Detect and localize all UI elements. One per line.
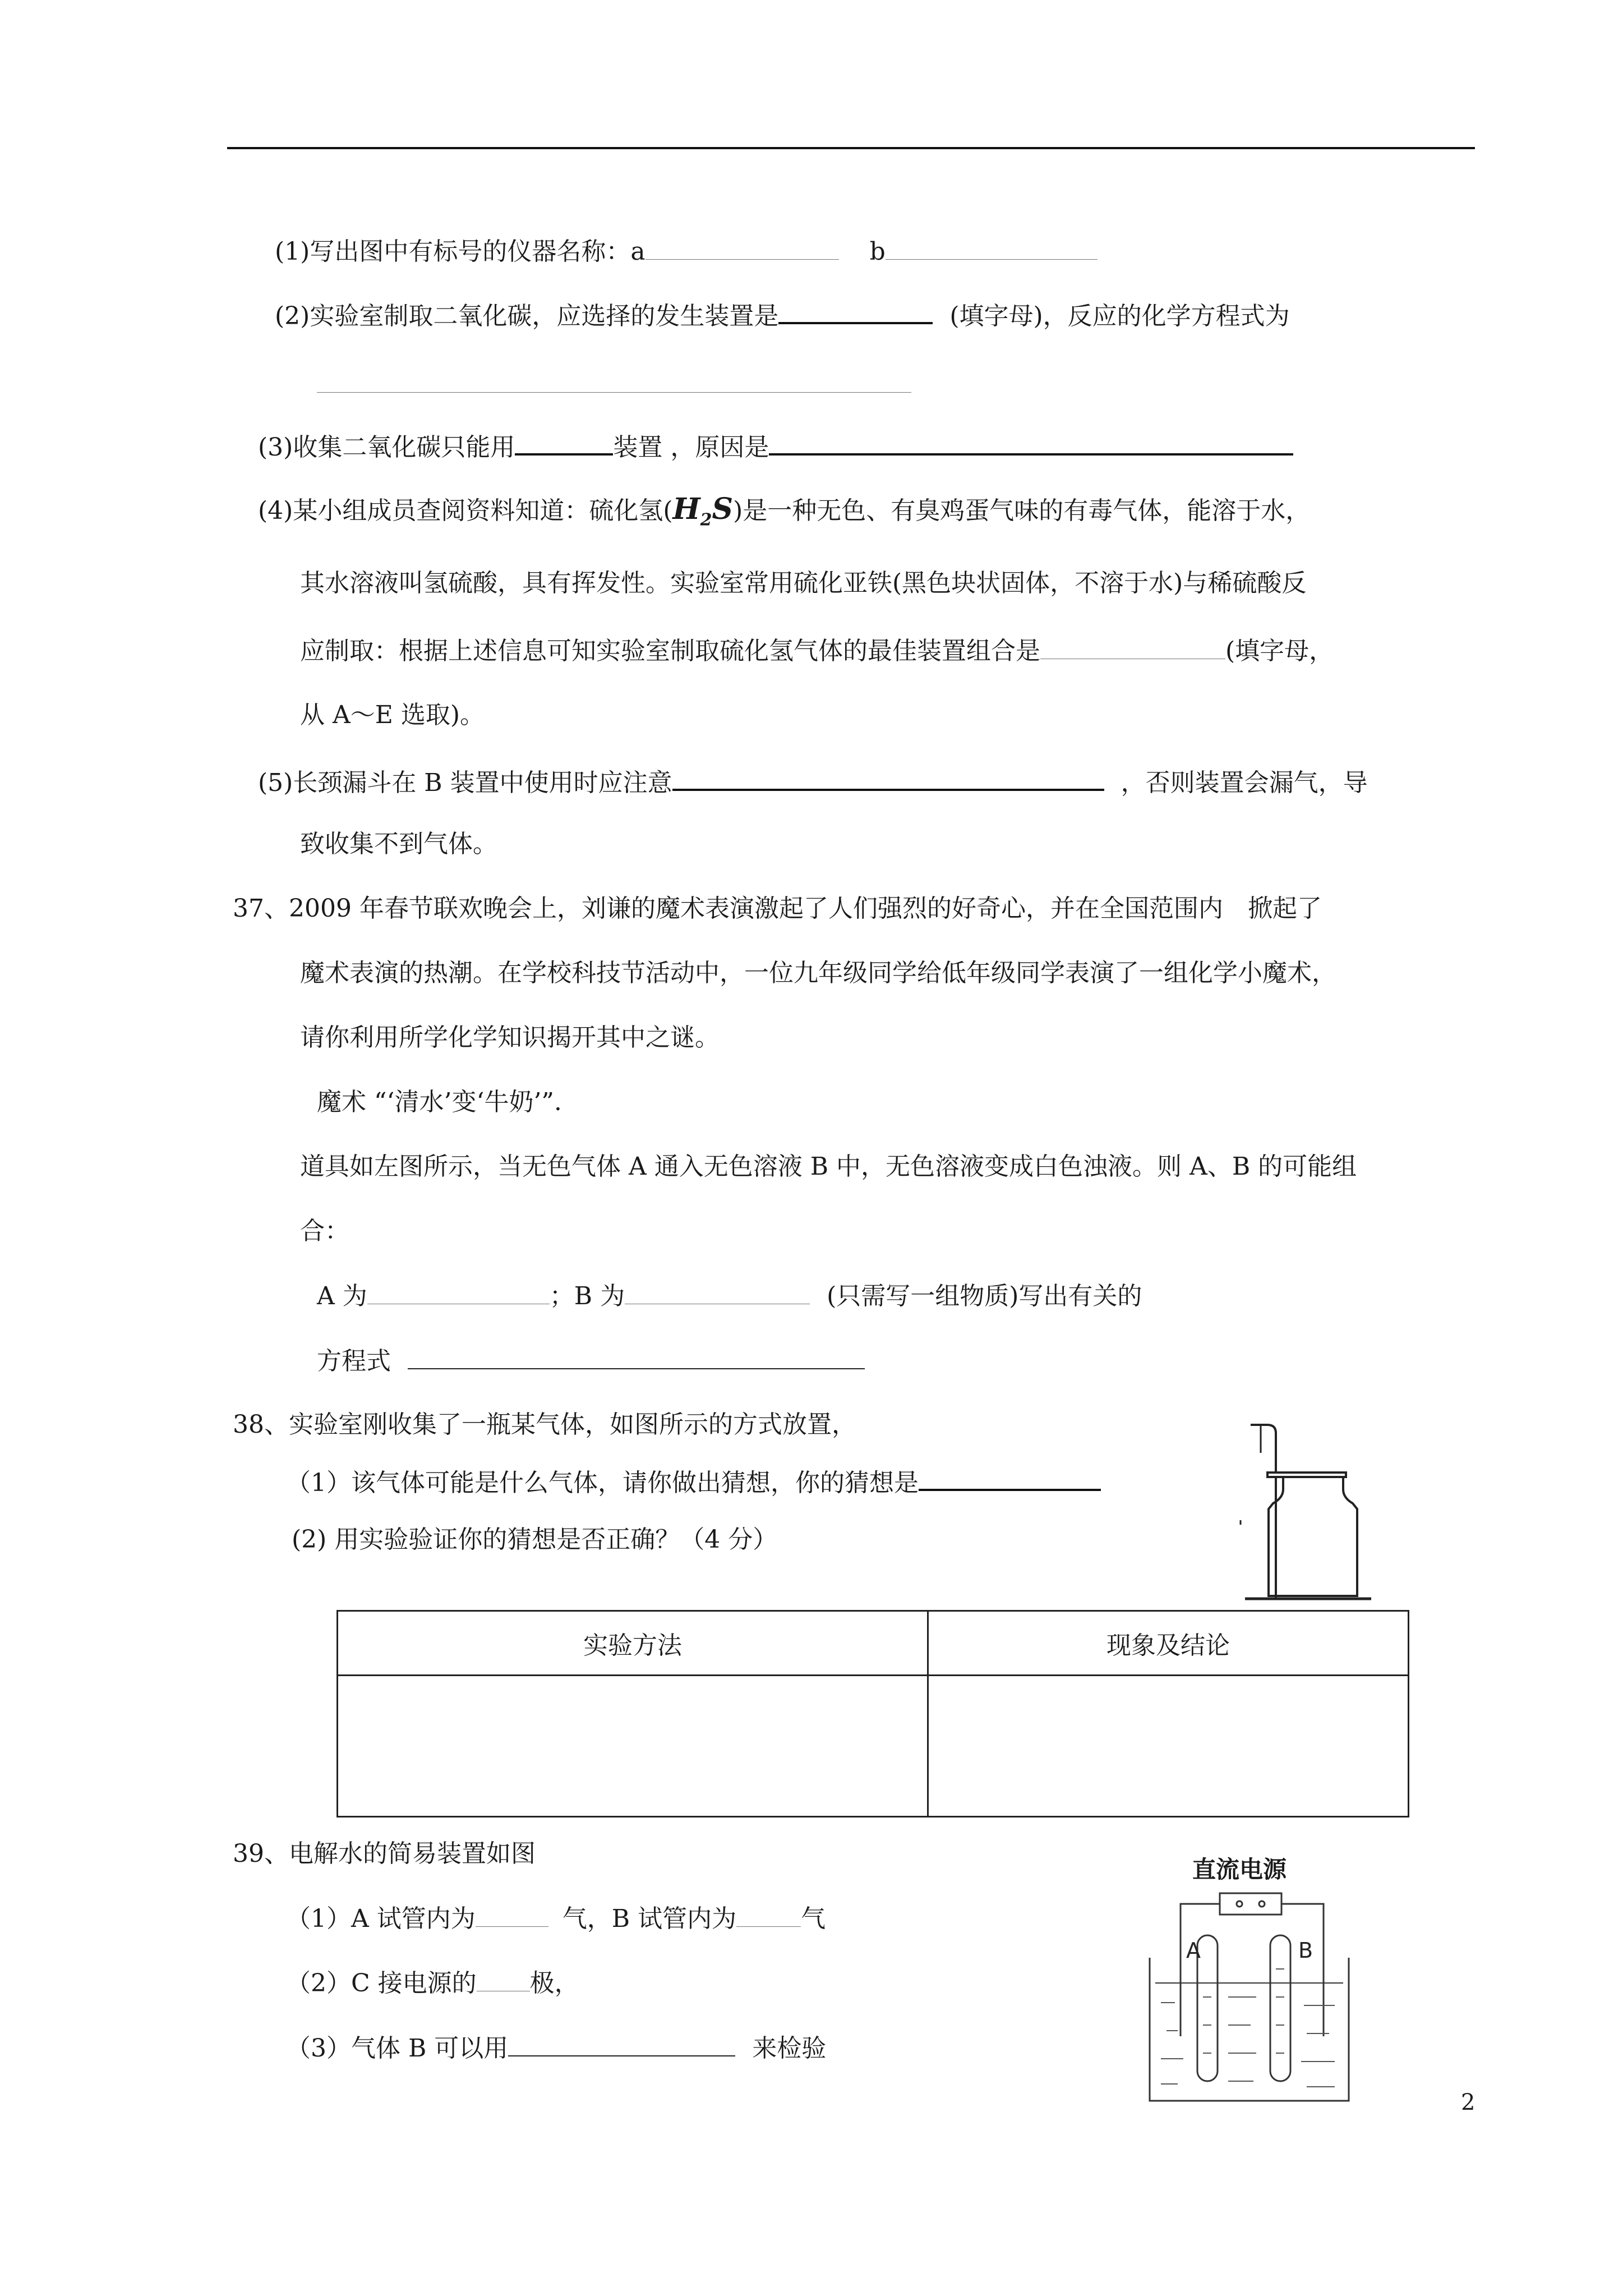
q38-experiment-table [336,1610,1409,1818]
q36-part2 [275,297,1290,333]
q38-table-answer-row [338,1676,1409,1817]
q39-blank-a[interactable] [476,1902,548,1927]
q37-line4: 道具如左图所示，当无色气体 A 通入无色溶液 B 中，无色溶液变成白色浊液。则 A、B 的可能组 [300,1152,1357,1181]
q36-part1 [275,234,1098,269]
electrolysis-figure [1144,1885,1357,2109]
q36-part5-after: ，否则装置会漏气，导 [1121,769,1368,797]
q36-blank-device[interactable] [778,297,933,324]
q36-part4-line3 [300,634,1334,668]
q38-cell-conclusion[interactable] [928,1676,1409,1817]
q38-line3: (2) 用实验验证你的猜想是否正确？（4 分） [292,1525,778,1554]
q37-equation-line [317,1343,865,1378]
q38-cell-method[interactable] [338,1676,928,1817]
q36-blank-equation[interactable] [317,367,911,393]
q36-label-b: b [869,237,886,266]
q39-a-label: （1）A 试管内为 [286,1904,476,1933]
q36-part4-line4: 从 A～E 选取)。 [300,701,485,729]
q38-header-conclusion: 现象及结论 [928,1611,1409,1676]
q39-c-label: （2）C 接电源的 [286,1969,477,1998]
q36-part4-before: (4)某小组成员查阅资料知道：硫化氢( [258,496,673,525]
q37-line2: 魔术表演的热潮。在学校科技节活动中，一位九年级同学给低年级同学表演了一组化学小魔术， [300,959,1336,987]
q37-b-label: ；B 为 [549,1282,625,1310]
q36-part3 [258,429,1293,464]
electrolysis-label-b: B [1298,1938,1313,1963]
q39-b-label: 气，B 试管内为 [562,1904,737,1933]
q37-answer-line [317,1279,1142,1313]
q36-blank-collect[interactable] [515,429,613,455]
q37-blank-b[interactable] [625,1279,810,1304]
q36-label-a: a [630,237,645,266]
q36-part4-after: )是一种无色、有臭鸡蛋气味的有毒气体，能溶于水， [733,496,1311,525]
q36-part1-text: (1)写出图中有标号的仪器名称： [275,237,631,266]
h2s-formula: $H_2S$ [672,492,734,530]
q37-line3: 请你利用所学化学知识揭开其中之谜。 [300,1023,720,1052]
q39-blank-b[interactable] [736,1902,801,1927]
q39-line2 [286,1902,826,1936]
q39-blank-test[interactable] [508,2031,735,2056]
q38-header-method: 实验方法 [338,1611,928,1676]
q36-part3-mid: 装置 ，原因是 [613,433,769,462]
q38-blank-guess[interactable] [919,1464,1101,1491]
q38-table-header-row [338,1611,1409,1676]
q39-pole-suffix: 极， [529,1969,579,1998]
page-number: 2 [1461,2090,1476,2115]
q39-blank-pole[interactable] [477,1966,530,1991]
q36-part5 [258,764,1368,800]
electrolysis-label-a: A [1186,1938,1201,1963]
q36-blank-combination[interactable] [1040,634,1225,659]
q36-blank-reason[interactable] [769,429,1293,455]
q36-part4-line2: 其水溶液叫氢硫酸，具有挥发性。实验室常用硫化亚铁(黑色块状固体，不溶于水)与稀硫酸反 [300,569,1307,597]
q39-line1: 39、电解水的简易装置如图 [233,1839,536,1868]
q39-line4 [286,2031,826,2065]
electrolysis-title: 直流电源 [1192,1856,1287,1883]
q36-part4-line1 [258,493,1310,537]
q39-gas-suffix: 气 [801,1904,826,1933]
q37-a-label: A 为 [317,1282,367,1310]
q39-line3 [286,1966,579,2000]
q36-blank-attention[interactable] [672,764,1104,791]
q36-part2-after: (填字母)，反应的化学方程式为 [949,302,1290,330]
q39-test-suffix: 来检验 [752,2034,827,2063]
q38-line2-text: （1）该气体可能是什么气体，请你做出猜想，你的猜想是 [286,1469,919,1497]
q37-blank-a[interactable] [367,1279,550,1304]
q37-blank-equation[interactable] [408,1343,865,1369]
q36-part2-text: (2)实验室制取二氧化碳，应选择的发生装置是 [275,302,779,330]
q37-line5: 合： [300,1217,349,1245]
header-rule [227,147,1475,149]
q36-part3-text: (3)收集二氧化碳只能用 [258,433,515,462]
q36-blank-a[interactable] [645,234,839,260]
q39-test-label: （3）气体 B 可以用 [286,2034,509,2063]
q36-part2-equation-line [317,367,911,402]
q37-magic-title: 魔术 “‘清水’变‘牛奶’”. [317,1088,562,1116]
gas-bottle-figure [1234,1419,1380,1610]
q38-line1: 38、实验室刚收集了一瓶某气体，如图所示的方式放置， [233,1410,856,1439]
q37-equation-label: 方程式 [317,1347,391,1375]
q36-part5-text: (5)长颈漏斗在 B 装置中使用时应注意 [258,769,672,797]
q36-part4-line3-after: (填字母， [1225,637,1334,665]
q37-line1: 37、2009 年春节联欢晚会上，刘谦的魔术表演激起了人们强烈的好奇心，并在全国范围内 掀起了 [233,894,1322,923]
q36-blank-b[interactable] [886,234,1098,260]
q36-part5-line2: 致收集不到气体。 [300,830,497,858]
q36-part4-line3-text: 应制取：根据上述信息可知实验室制取硫化氢气体的最佳装置组合是 [300,637,1040,665]
q38-line2 [286,1464,1101,1500]
q37-after-b: (只需写一组物质)写出有关的 [827,1282,1142,1310]
